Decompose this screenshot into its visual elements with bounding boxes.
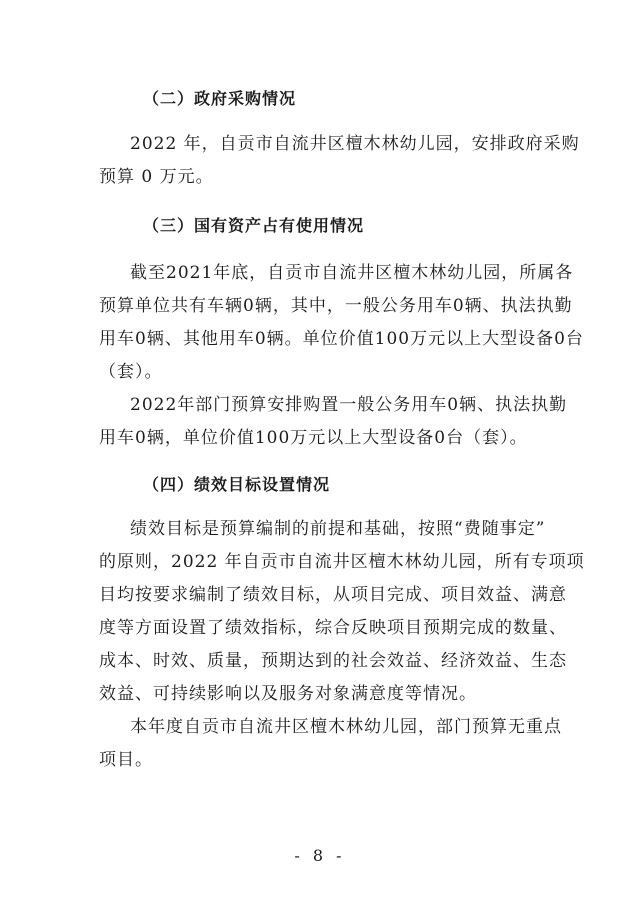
paragraph-line: 项目。 (99, 750, 153, 770)
paragraph-line: 成本、时效、质量，预期达到的社会效益、经济效益、生态 (99, 651, 567, 671)
section-heading-state-assets: （三）国有资产占有使用情况 (143, 216, 365, 235)
paragraph-line: 度等方面设置了绩效指标，综合反映项目预期完成的数量、 (99, 618, 567, 638)
paragraph-line: 预算单位共有车辆0辆，其中，一般公务用车0辆、执法执勤 (99, 296, 573, 316)
paragraph-line: 绩效目标是预算编制的前提和基础，按照“费随事定” (130, 519, 546, 539)
paragraph-line: 用车0辆、其他用车0辆。单位价值100万元以上大型设备0台 (99, 329, 584, 349)
paragraph-line: 目均按要求编制了绩效目标，从项目完成、项目效益、满意 (99, 585, 567, 605)
paragraph-line: 2022年部门预算安排购置一般公务用车0辆、执法执勤 (130, 395, 568, 415)
paragraph-line: 用车0辆，单位价值100万元以上大型设备0台（套）。 (99, 428, 528, 448)
paragraph-line: 截至2021年底，自贡市自流井区檀木林幼儿园，所属各 (130, 263, 574, 283)
page-number: - 8 - (294, 846, 346, 865)
paragraph-line: 预算 0 万元。 (99, 167, 214, 187)
paragraph-line: 本年度自贡市自流井区檀木林幼儿园，部门预算无重点 (130, 717, 562, 737)
section-heading-government-procurement: （二）政府采购情况 (143, 89, 297, 108)
paragraph-line: 效益、可持续影响以及服务对象满意度等情况。 (99, 684, 477, 704)
paragraph-line: 2022 年，自贡市自流井区檀木林幼儿园，安排政府采购 (130, 134, 580, 154)
section-heading-performance-goals: （四）绩效目标设置情况 (143, 475, 331, 494)
paragraph-line: （套）。 (99, 362, 163, 382)
paragraph-line: 的原则，2022 年自贡市自流井区檀木林幼儿园，所有专项项 (99, 552, 585, 572)
